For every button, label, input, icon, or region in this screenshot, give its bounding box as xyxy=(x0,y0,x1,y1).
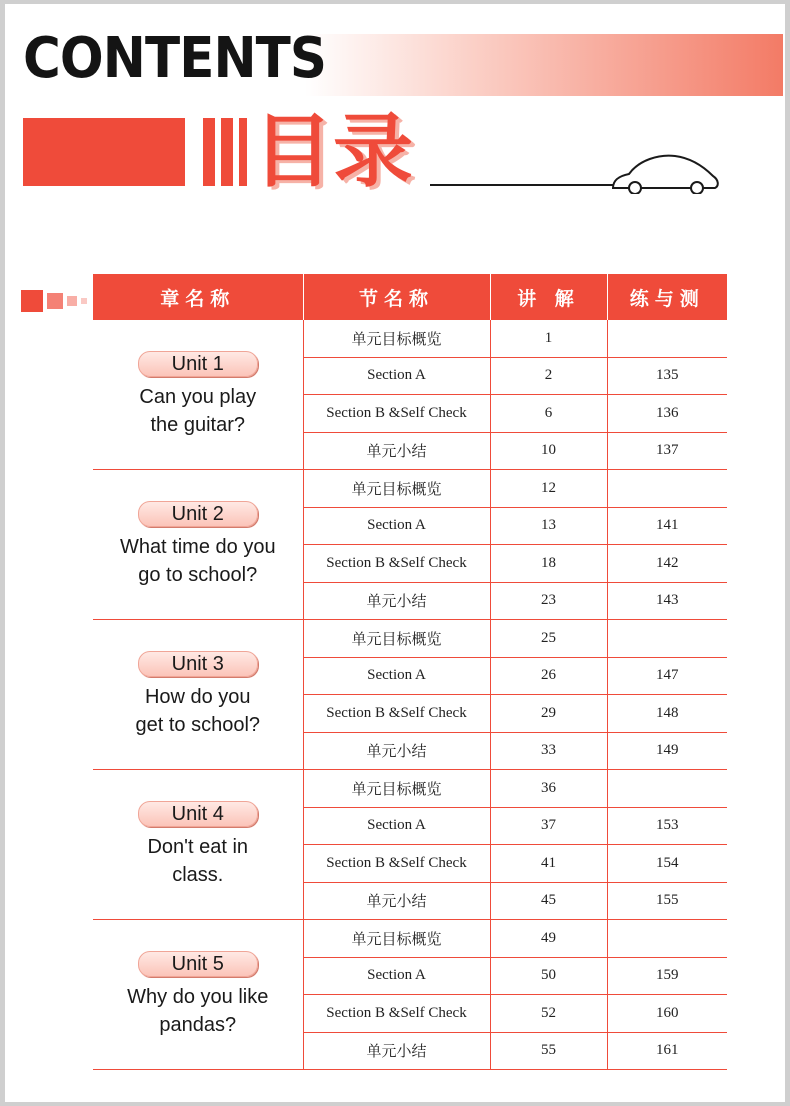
contents-title: CONTENTS xyxy=(23,26,327,91)
practice-page-cell: 154 xyxy=(607,845,727,883)
practice-page-cell: 143 xyxy=(607,582,727,620)
header-chapter: 章名称 xyxy=(93,274,303,320)
lecture-page-cell: 55 xyxy=(490,1032,607,1070)
section-name-cell: 单元小结 xyxy=(303,882,490,920)
section-name-cell: Section B &Self Check xyxy=(303,995,490,1033)
lecture-page-cell: 12 xyxy=(490,470,607,508)
title-stripe xyxy=(239,118,247,186)
unit-title: Why do you like pandas? xyxy=(127,985,269,1036)
decorative-square xyxy=(67,296,77,306)
practice-page-cell: 141 xyxy=(607,507,727,545)
toc-page xyxy=(5,4,785,1102)
unit-label-pill: Unit 1 xyxy=(138,351,258,377)
lecture-page-cell: 29 xyxy=(490,695,607,733)
section-name-cell: 单元小结 xyxy=(303,732,490,770)
table-body xyxy=(93,320,727,1070)
lecture-page-cell: 10 xyxy=(490,432,607,470)
practice-page-cell xyxy=(607,770,727,808)
practice-page-cell: 147 xyxy=(607,657,727,695)
unit-title: How do you get to school? xyxy=(135,685,261,736)
header-lecture: 讲 解 xyxy=(490,274,607,320)
header-section: 节名称 xyxy=(303,274,490,320)
practice-page-cell: 142 xyxy=(607,545,727,583)
lecture-page-cell: 37 xyxy=(490,807,607,845)
practice-page-cell: 153 xyxy=(607,807,727,845)
lecture-page-cell: 41 xyxy=(490,845,607,883)
lecture-page-cell: 25 xyxy=(490,620,607,658)
lecture-page-cell: 52 xyxy=(490,995,607,1033)
table-row xyxy=(93,770,727,808)
section-name-cell: Section A xyxy=(303,807,490,845)
lecture-page-cell: 6 xyxy=(490,395,607,433)
unit-title: Don't eat in class. xyxy=(147,835,249,886)
section-name-cell: Section A xyxy=(303,957,490,995)
section-name-cell: Section A xyxy=(303,507,490,545)
unit-cell xyxy=(93,920,303,1070)
practice-page-cell xyxy=(607,620,727,658)
lecture-page-cell: 50 xyxy=(490,957,607,995)
practice-page-cell: 135 xyxy=(607,357,727,395)
lecture-page-cell: 18 xyxy=(490,545,607,583)
unit-label-pill: Unit 5 xyxy=(138,951,258,977)
contents-gradient-band xyxy=(305,34,783,96)
mulu-title: 目录 xyxy=(253,105,413,198)
table-row xyxy=(93,920,727,958)
contents-table xyxy=(93,274,727,1070)
practice-page-cell: 148 xyxy=(607,695,727,733)
table-row xyxy=(93,320,727,357)
decorative-square xyxy=(47,293,63,309)
section-name-cell: 单元小结 xyxy=(303,1032,490,1070)
lecture-page-cell: 45 xyxy=(490,882,607,920)
practice-page-cell: 137 xyxy=(607,432,727,470)
practice-page-cell: 149 xyxy=(607,732,727,770)
lecture-page-cell: 13 xyxy=(490,507,607,545)
unit-title: What time do you go to school? xyxy=(119,535,276,586)
title-red-bar xyxy=(23,118,185,186)
section-name-cell: Section B &Self Check xyxy=(303,695,490,733)
unit-cell xyxy=(93,320,303,470)
header-practice: 练与测 xyxy=(607,274,727,320)
unit-label-pill: Unit 4 xyxy=(138,801,258,827)
lecture-page-cell: 49 xyxy=(490,920,607,958)
section-name-cell: Section B &Self Check xyxy=(303,845,490,883)
lecture-page-cell: 26 xyxy=(490,657,607,695)
practice-page-cell: 161 xyxy=(607,1032,727,1070)
practice-page-cell xyxy=(607,320,727,357)
decorative-square xyxy=(21,290,43,312)
section-name-cell: Section B &Self Check xyxy=(303,395,490,433)
car-icon xyxy=(609,150,721,194)
practice-page-cell: 159 xyxy=(607,957,727,995)
section-name-cell: 单元目标概览 xyxy=(303,620,490,658)
section-name-cell: 单元小结 xyxy=(303,432,490,470)
section-name-cell: 单元小结 xyxy=(303,582,490,620)
lecture-page-cell: 1 xyxy=(490,320,607,357)
table-row xyxy=(93,620,727,658)
unit-title: Can you play the guitar? xyxy=(139,385,257,436)
table-row xyxy=(93,470,727,508)
lecture-page-cell: 36 xyxy=(490,770,607,808)
practice-page-cell: 155 xyxy=(607,882,727,920)
section-name-cell: 单元目标概览 xyxy=(303,920,490,958)
section-name-cell: Section A xyxy=(303,657,490,695)
section-name-cell: 单元目标概览 xyxy=(303,320,490,357)
section-name-cell: 单元目标概览 xyxy=(303,470,490,508)
practice-page-cell: 160 xyxy=(607,995,727,1033)
lecture-page-cell: 2 xyxy=(490,357,607,395)
title-stripe xyxy=(221,118,233,186)
lecture-page-cell: 33 xyxy=(490,732,607,770)
unit-cell xyxy=(93,770,303,920)
unit-cell xyxy=(93,620,303,770)
road-line xyxy=(430,184,630,186)
decorative-square xyxy=(81,298,87,304)
unit-label-pill: Unit 3 xyxy=(138,651,258,677)
unit-label-pill: Unit 2 xyxy=(138,501,258,527)
lecture-page-cell: 23 xyxy=(490,582,607,620)
practice-page-cell: 136 xyxy=(607,395,727,433)
practice-page-cell xyxy=(607,920,727,958)
section-name-cell: Section B &Self Check xyxy=(303,545,490,583)
unit-cell xyxy=(93,470,303,620)
table-header-row xyxy=(93,274,727,320)
section-name-cell: Section A xyxy=(303,357,490,395)
section-name-cell: 单元目标概览 xyxy=(303,770,490,808)
practice-page-cell xyxy=(607,470,727,508)
title-stripe xyxy=(203,118,215,186)
